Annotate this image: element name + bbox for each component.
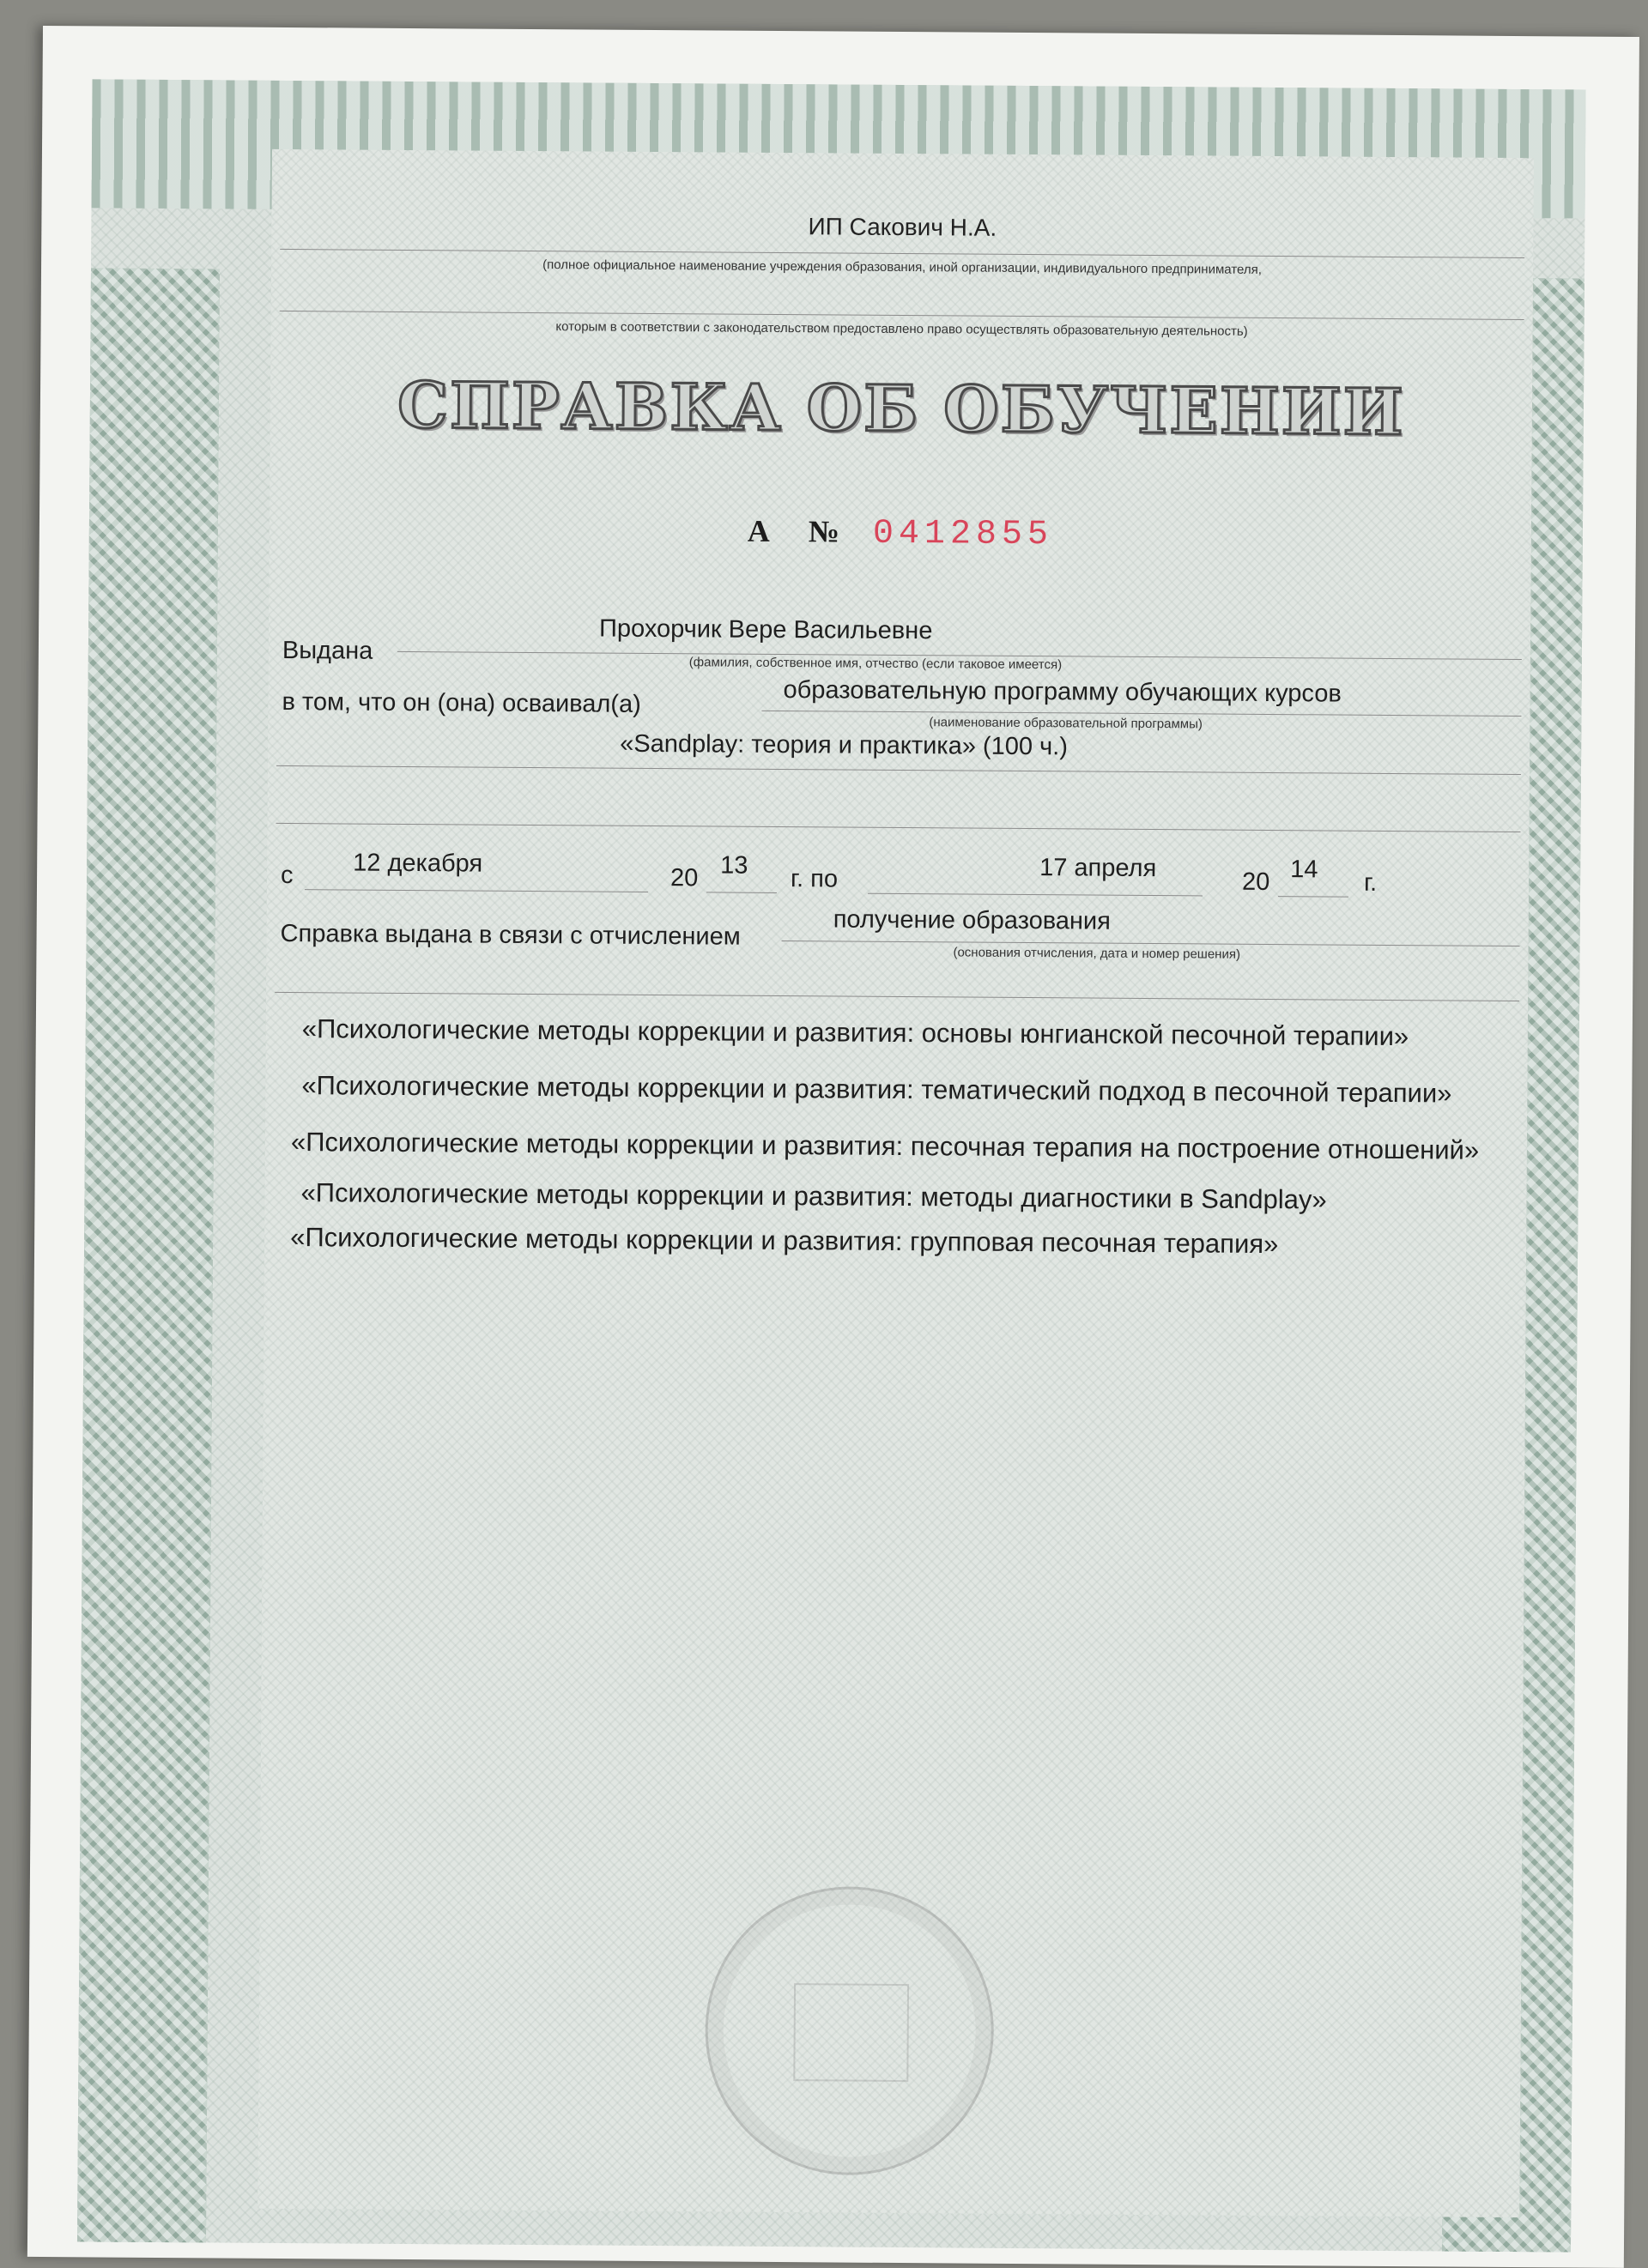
to-label: г. по [790, 865, 839, 893]
from-label: с [280, 861, 294, 890]
year-prefix-2: 20 [1241, 868, 1270, 897]
from-date-underline [305, 889, 648, 892]
reason-label: Справка выдана в связи с отчислением [280, 919, 741, 951]
program-label: в том, что он (она) осваивал(а) [282, 687, 641, 718]
issued-label: Выдана [282, 636, 373, 665]
from-year-underline [706, 892, 777, 893]
course-item: «Психологические методы коррекции и развития: методы диагностики в Sandplay» [300, 1176, 1327, 1215]
document-series: А [747, 513, 770, 548]
issuer-name: ИП Сакович Н.А. [808, 213, 997, 241]
course-item: «Психологические методы коррекции и развития: тематический подход в песочной терапии» [301, 1070, 1452, 1109]
program-underline-3 [276, 823, 1521, 832]
document-number-row [270, 510, 1531, 558]
to-year: 14 [1290, 856, 1318, 884]
program-underline [761, 711, 1521, 717]
reason-underline [782, 940, 1520, 947]
security-background [77, 79, 1586, 2252]
reason-underline-2 [275, 992, 1519, 1001]
stamp-inner-box [793, 1983, 909, 2082]
program-underline-2 [276, 765, 1521, 775]
document-title: СПРАВКА ОБ ОБУЧЕНИИ [397, 368, 1405, 451]
certificate-paper [27, 26, 1639, 2268]
year-suffix: г. [1363, 868, 1378, 897]
to-year-underline [1278, 896, 1348, 898]
course-item: «Психологические методы коррекции и развития: основы юнгианской песочной терапии» [301, 1013, 1409, 1052]
from-year: 13 [720, 851, 748, 880]
course-list [290, 1007, 1502, 1267]
course-item: «Психологические методы коррекции и развития: песочная терапия на построение отношений» [290, 1127, 1480, 1166]
program-line-2: «Sandplay: теория и практика» (100 ч.) [620, 729, 1069, 761]
from-date: 12 декабря [353, 849, 483, 878]
issued-to-value: Прохорчик Вере Васильевне [598, 614, 933, 645]
to-date-underline [868, 893, 1203, 897]
number-sign: № [808, 514, 840, 549]
certificate-content [258, 149, 1534, 2217]
to-date: 17 апреля [1039, 854, 1157, 883]
program-line-1: образовательную программу обучающих курсов [783, 676, 1342, 708]
program-caption: (наименование образовательной программы) [929, 715, 1203, 732]
reason-value: получение образования [833, 905, 1112, 935]
reason-caption: (основания отчисления, дата и номер решения) [953, 945, 1241, 962]
year-prefix-1: 20 [670, 864, 699, 892]
issuer-caption-1: (полное официальное наименование учреждения образования, иной организации, индивидуального предпринимателя, [542, 257, 1262, 277]
issued-caption: (фамилия, собственное имя, отчество (если таковое имеется) [688, 655, 1063, 673]
faded-seal-stamp [705, 1885, 995, 2175]
course-item: «Психологические методы коррекции и развития: групповая песочная терапия» [290, 1221, 1279, 1259]
document-number: 0412855 [872, 514, 1054, 555]
issuer-caption-2: которым в соответствии с законодательством предоставлено право осуществлять образовательную деятельность) [555, 319, 1248, 339]
left-guilloche-border [77, 268, 220, 2242]
